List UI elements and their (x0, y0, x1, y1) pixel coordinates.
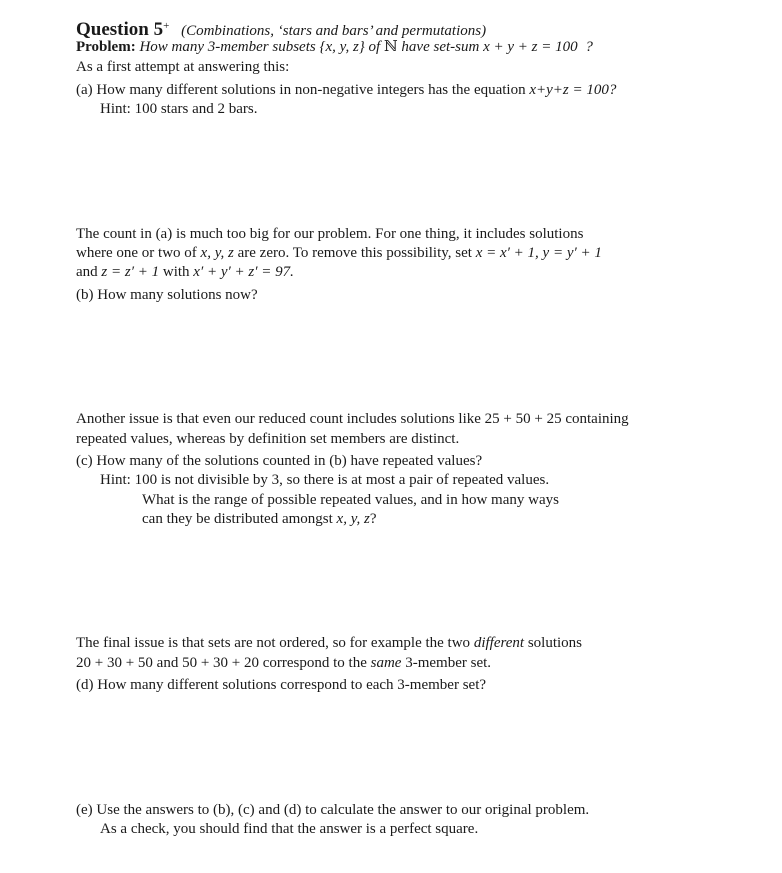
problem-end: ? (585, 39, 593, 55)
para-3-emphasis-same: same (370, 655, 402, 671)
para-1-line-1: The count in (a) is much too big for our problem. For one thing, it includes solutions (76, 226, 584, 242)
part-c-vars: x, y, z (336, 511, 370, 527)
part-c-question: (c) How many of the solutions counted in (b) have repeated values? (76, 453, 483, 469)
para-1-line-2-a: where one or two of (76, 245, 197, 261)
part-c-hint-3-a: can they be distributed amongst (142, 511, 333, 527)
para-2-line-2: repeated values, whereas by definition set members are distinct. (76, 431, 460, 447)
para-3-line-2-b: 3-member set. (405, 655, 492, 671)
problem-set: {x, y, z} (319, 39, 365, 55)
para-3-line-2-a: 20 + 30 + 50 and 50 + 30 + 20 correspond to the (76, 655, 367, 671)
part-a-equation: x+y+z = 100? (529, 82, 617, 98)
part-e-note: As a check, you should find that the answer is a perfect square. (100, 821, 479, 837)
question-label: Question 5 (76, 19, 164, 40)
para-2-line-1: Another issue is that even our reduced count includes solutions like 25 + 50 + 25 containing (76, 411, 629, 427)
para-1-line-3 (76, 263, 294, 282)
naturals-symbol: ℕ (383, 39, 398, 55)
problem-equation: x + y + z = 100 (483, 39, 578, 55)
question-superscript: + (163, 20, 170, 32)
para-1-reduced-equation: x′ + y′ + z′ = 97. (193, 264, 294, 280)
problem-label: Problem: (76, 39, 136, 55)
para-1-line-3-a: and (76, 264, 98, 280)
para-3-line-1 (76, 634, 582, 653)
para-3-line-1-a: The final issue is that sets are not ordered, so for example the two (76, 635, 471, 651)
para-1-line-2-b: are zero. To remove this possibility, set (237, 245, 472, 261)
para-3-line-2 (76, 654, 491, 673)
para-3-line-1-b: solutions (527, 635, 583, 651)
para-1-substitution: x = x′ + 1, y = y′ + 1 (475, 245, 602, 261)
part-c-hint-3 (142, 510, 377, 529)
part-c-hint-2: What is the range of possible repeated values, and in how many ways (142, 492, 559, 508)
para-1-line-2 (76, 244, 602, 263)
problem-statement (76, 38, 593, 57)
problem-text-b: of (368, 39, 381, 55)
para-1-z-substitution: z = z′ + 1 (101, 264, 160, 280)
part-b-question: (b) How many solutions now? (76, 287, 258, 303)
part-d-question: (d) How many different solutions correspond to each 3-member set? (76, 677, 487, 693)
part-a-text: (a) How many different solutions in non-negative integers has the equation (76, 82, 526, 98)
part-a-question (76, 81, 616, 100)
para-1-vars: x, y, z (200, 245, 234, 261)
intro-text: As a first attempt at answering this: (76, 59, 290, 75)
part-a-hint: Hint: 100 stars and 2 bars. (100, 101, 258, 117)
question-subtitle: (Combinations, ‘stars and bars’ and permutations) (181, 23, 487, 39)
problem-text-c: have set-sum (401, 39, 480, 55)
para-3-emphasis-different: different (473, 635, 525, 651)
part-c-hint-1: Hint: 100 is not divisible by 3, so there is at most a pair of repeated values. (100, 472, 550, 488)
para-1-line-3-b: with (162, 264, 190, 280)
part-c-hint-3-end: ? (369, 511, 377, 527)
problem-text-a: How many 3-member subsets (139, 39, 316, 55)
part-e-question: (e) Use the answers to (b), (c) and (d) to calculate the answer to our original problem. (76, 802, 590, 818)
